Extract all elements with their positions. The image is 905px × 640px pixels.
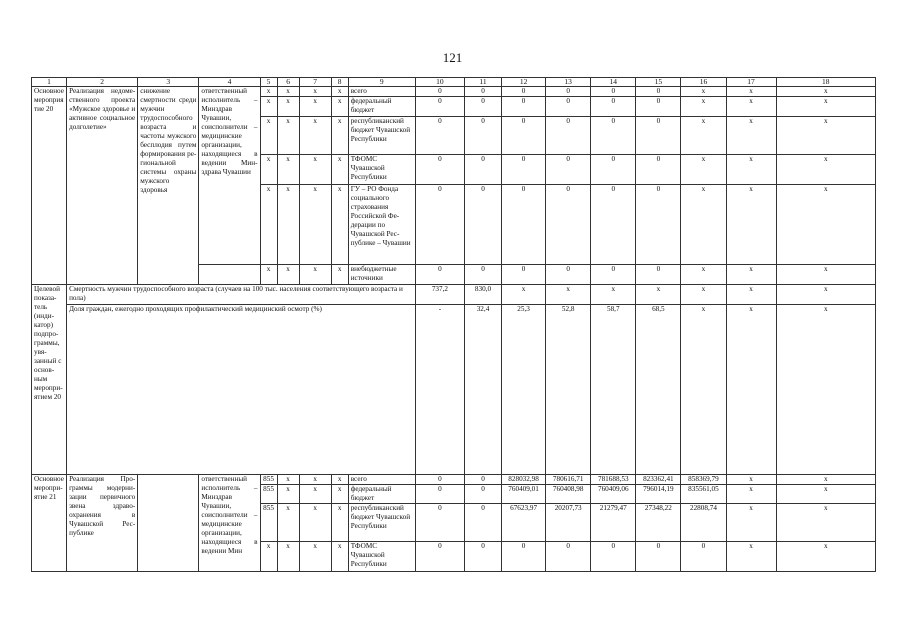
table-cell: 0 xyxy=(464,504,501,542)
table-cell: х xyxy=(776,265,875,285)
table-cell: 0 xyxy=(636,117,681,155)
table-cell: х xyxy=(681,285,726,305)
table-cell: 0 xyxy=(502,87,546,97)
table-cell: х xyxy=(776,97,875,117)
table-cell: 21279,47 xyxy=(591,504,636,542)
table-cell: х xyxy=(776,504,875,542)
table-cell: х xyxy=(299,542,331,572)
table-cell: 0 xyxy=(502,97,546,117)
column-header: 12 xyxy=(502,78,546,87)
table-cell: х xyxy=(260,155,277,185)
table-cell: х xyxy=(277,542,299,572)
column-header: 14 xyxy=(591,78,636,87)
page-number: 121 xyxy=(442,50,463,65)
table-cell: 22808,74 xyxy=(681,504,726,542)
table-cell: 0 xyxy=(636,155,681,185)
table-cell: 855 xyxy=(260,475,277,485)
column-header: 9 xyxy=(348,78,415,87)
table-cell: х xyxy=(277,504,299,542)
table-cell: х xyxy=(277,87,299,97)
table-cell: 0 xyxy=(681,542,726,572)
table-cell: 0 xyxy=(591,117,636,155)
column-header: 3 xyxy=(138,78,199,87)
table-cell: 0 xyxy=(464,87,501,97)
table-cell: х xyxy=(331,87,348,97)
table-cell: х xyxy=(776,475,875,485)
table-cell: 0 xyxy=(546,97,591,117)
funding-source: республиканский бюджет Чувашской Республики xyxy=(348,117,415,155)
table-cell: х xyxy=(277,475,299,485)
indicator-text: Смертность мужчин трудоспособного возраста (случаев на 100 тыс. населения соответствующего возраста и пола) xyxy=(67,285,416,305)
table-cell: 25,3 xyxy=(502,305,546,475)
table-cell: 0 xyxy=(415,485,464,504)
table-cell: х xyxy=(776,542,875,572)
table-cell: х xyxy=(636,285,681,305)
table-cell: х xyxy=(591,285,636,305)
table-cell: 835561,05 xyxy=(681,485,726,504)
column-header: 13 xyxy=(546,78,591,87)
table-cell: 781688,53 xyxy=(591,475,636,485)
measure-label: Основное мероприятие 21 xyxy=(32,475,67,572)
table-cell: 0 xyxy=(591,185,636,265)
funding-source: всего xyxy=(348,87,415,97)
table-cell: х xyxy=(726,485,776,504)
table-cell: 0 xyxy=(415,185,464,265)
table-cell: - xyxy=(415,305,464,475)
table-cell: 0 xyxy=(591,155,636,185)
column-header: 8 xyxy=(331,78,348,87)
table-cell: 796014,19 xyxy=(636,485,681,504)
table-cell: х xyxy=(299,97,331,117)
table-cell: 0 xyxy=(591,542,636,572)
table-cell: х xyxy=(260,87,277,97)
table-cell: 760408,98 xyxy=(546,485,591,504)
indicator-text: Доля граждан, ежегодно проходящих профилактический медицинский осмотр (%) xyxy=(67,305,416,475)
table-cell: х xyxy=(260,185,277,265)
funding-source: ГУ – РО Фонда социального страхования Российской Федерации по Чувашской Республике – Чувашии xyxy=(348,185,415,265)
column-header: 7 xyxy=(299,78,331,87)
table-cell: х xyxy=(546,285,591,305)
table-cell: х xyxy=(331,485,348,504)
table-row xyxy=(32,475,876,485)
table-cell: 20207,73 xyxy=(546,504,591,542)
table-cell: 0 xyxy=(546,87,591,97)
table-cell: 0 xyxy=(636,265,681,285)
table-cell: х xyxy=(681,305,726,475)
table-cell: х xyxy=(331,265,348,285)
table-cell: 0 xyxy=(546,185,591,265)
measure-goal: снижение смертности среди мужчин трудоспособного возраста и частоты мужского бесплодия путем формирования региональной системы охраны мужского здоровья xyxy=(138,87,199,285)
table-cell: 0 xyxy=(415,504,464,542)
table-row xyxy=(32,305,876,475)
table-cell: х xyxy=(277,265,299,285)
table-cell: 0 xyxy=(591,87,636,97)
table-cell: х xyxy=(726,305,776,475)
table-cell: 52,8 xyxy=(546,305,591,475)
table-cell: х xyxy=(726,117,776,155)
table-cell: 0 xyxy=(591,97,636,117)
column-header: 10 xyxy=(415,78,464,87)
table-cell: х xyxy=(776,285,875,305)
table-cell: х xyxy=(776,87,875,97)
table-cell: 0 xyxy=(464,475,501,485)
measure-name: Реализация недомественного проекта «Мужское здоровье и активное социальное долголетие» xyxy=(67,87,138,285)
column-header: 18 xyxy=(776,78,875,87)
table-cell: х xyxy=(726,265,776,285)
table-cell: 760409,01 xyxy=(502,485,546,504)
table-cell: х xyxy=(260,97,277,117)
table-cell: 0 xyxy=(415,475,464,485)
table-cell: 0 xyxy=(464,117,501,155)
table-cell: 0 xyxy=(464,485,501,504)
table-cell: 0 xyxy=(636,185,681,265)
table-cell: 823362,41 xyxy=(636,475,681,485)
table-cell: х xyxy=(726,285,776,305)
table-cell: 58,7 xyxy=(591,305,636,475)
table-cell: 0 xyxy=(464,97,501,117)
table-cell: 0 xyxy=(546,117,591,155)
column-header: 5 xyxy=(260,78,277,87)
funding-source: ТФОМС Чувашской Республики xyxy=(348,542,415,572)
column-header: 11 xyxy=(464,78,501,87)
table-cell: х xyxy=(277,485,299,504)
table-cell: 0 xyxy=(415,97,464,117)
funding-source: всего xyxy=(348,475,415,485)
table-row xyxy=(32,285,876,305)
table-cell: х xyxy=(260,265,277,285)
table-cell: х xyxy=(331,504,348,542)
table-cell: 68,5 xyxy=(636,305,681,475)
funding-source: республиканский бюджет Чувашской Республики xyxy=(348,504,415,542)
table-cell: 0 xyxy=(464,155,501,185)
table-cell: 0 xyxy=(415,117,464,155)
funding-source: федеральный бюджет xyxy=(348,485,415,504)
table-cell: х xyxy=(681,117,726,155)
table-cell: 0 xyxy=(546,542,591,572)
table-cell: х xyxy=(776,117,875,155)
table-cell: х xyxy=(776,485,875,504)
empty-cell xyxy=(199,265,260,285)
column-header: 2 xyxy=(67,78,138,87)
table-cell: 0 xyxy=(502,155,546,185)
column-header: 4 xyxy=(199,78,260,87)
table-row xyxy=(32,87,876,97)
table-cell: х xyxy=(681,185,726,265)
table-cell: 0 xyxy=(415,155,464,185)
table-cell: х xyxy=(299,117,331,155)
table-cell: х xyxy=(260,117,277,155)
table-cell: 0 xyxy=(546,265,591,285)
column-header: 16 xyxy=(681,78,726,87)
table-cell: 0 xyxy=(415,542,464,572)
table-cell: 760409,06 xyxy=(591,485,636,504)
table-cell: х xyxy=(331,542,348,572)
table-cell: 0 xyxy=(636,87,681,97)
measure-name: Реализация Программы модернизации первичного звена здравоохранения в Чувашской Республике xyxy=(67,475,138,572)
table-cell: 855 xyxy=(260,504,277,542)
table-cell: х xyxy=(299,87,331,97)
table-cell: х xyxy=(331,475,348,485)
table-cell: х xyxy=(681,97,726,117)
program-table xyxy=(31,77,876,572)
table-cell: х xyxy=(726,504,776,542)
table-cell: 858369,79 xyxy=(681,475,726,485)
table-cell: 0 xyxy=(502,117,546,155)
table-cell: 0 xyxy=(636,97,681,117)
table-cell: 27348,22 xyxy=(636,504,681,542)
table-cell: х xyxy=(726,542,776,572)
table-cell: 855 xyxy=(260,485,277,504)
table-cell: 0 xyxy=(415,87,464,97)
table-cell: 0 xyxy=(502,542,546,572)
table-cell: х xyxy=(726,97,776,117)
table-cell: 828032,98 xyxy=(502,475,546,485)
table-cell: 0 xyxy=(464,542,501,572)
table-cell: х xyxy=(776,305,875,475)
measure-goal xyxy=(138,475,199,572)
table-cell: х xyxy=(331,185,348,265)
funding-source: федеральный бюджет xyxy=(348,97,415,117)
column-header: 6 xyxy=(277,78,299,87)
table-cell: х xyxy=(277,155,299,185)
header-row xyxy=(32,78,876,87)
target-indicator-label: Целевой показатель (индикатор) подпрограммы, увязанный с основным мероприятием 20 xyxy=(32,285,67,475)
table-cell: х xyxy=(726,185,776,265)
measure-executor: ответственный исполнитель – Минздрав Чувашии, соисполнители – медицинские организации, находящиеся в ведении Минздрава Чувашии xyxy=(199,87,260,265)
table-cell: х xyxy=(277,117,299,155)
table-cell: 67623,97 xyxy=(502,504,546,542)
table-cell: 0 xyxy=(502,185,546,265)
column-header: 1 xyxy=(32,78,67,87)
table-cell: х xyxy=(299,265,331,285)
table-cell: х xyxy=(776,155,875,185)
column-header: 17 xyxy=(726,78,776,87)
table-cell: 0 xyxy=(464,265,501,285)
table-cell: х xyxy=(681,87,726,97)
table-cell: х xyxy=(277,97,299,117)
funding-source: ТФОМС Чувашской Республики xyxy=(348,155,415,185)
table-cell: 737,2 xyxy=(415,285,464,305)
table-cell: х xyxy=(331,97,348,117)
table-cell: х xyxy=(681,155,726,185)
funding-source: внебюджетные источники xyxy=(348,265,415,285)
table-cell: х xyxy=(776,185,875,265)
measure-label: Основное мероприятие 20 xyxy=(32,87,67,285)
table-cell: х xyxy=(726,475,776,485)
table-cell: 0 xyxy=(464,185,501,265)
table-cell: 0 xyxy=(591,265,636,285)
table-cell: х xyxy=(331,117,348,155)
table-cell: 0 xyxy=(636,542,681,572)
table-cell: х xyxy=(502,285,546,305)
column-header: 15 xyxy=(636,78,681,87)
table-cell: х xyxy=(681,265,726,285)
table-cell: х xyxy=(299,185,331,265)
table-cell: х xyxy=(299,155,331,185)
table-cell: х xyxy=(299,485,331,504)
table-cell: х xyxy=(726,87,776,97)
table-cell: 780616,71 xyxy=(546,475,591,485)
table-cell: х xyxy=(726,155,776,185)
table-cell: 830,0 xyxy=(464,285,501,305)
measure-executor: ответственный исполнитель – Минздрав Чувашии, соисполнители – медицинские организации, находящиеся в ведении Мин xyxy=(199,475,260,572)
table-cell: 0 xyxy=(502,265,546,285)
table-cell: 0 xyxy=(546,155,591,185)
table-cell: 32,4 xyxy=(464,305,501,475)
table-cell: х xyxy=(260,542,277,572)
table-cell: х xyxy=(277,185,299,265)
table-cell: х xyxy=(299,475,331,485)
table-cell: 0 xyxy=(415,265,464,285)
table-cell: х xyxy=(299,504,331,542)
table-cell: х xyxy=(331,155,348,185)
